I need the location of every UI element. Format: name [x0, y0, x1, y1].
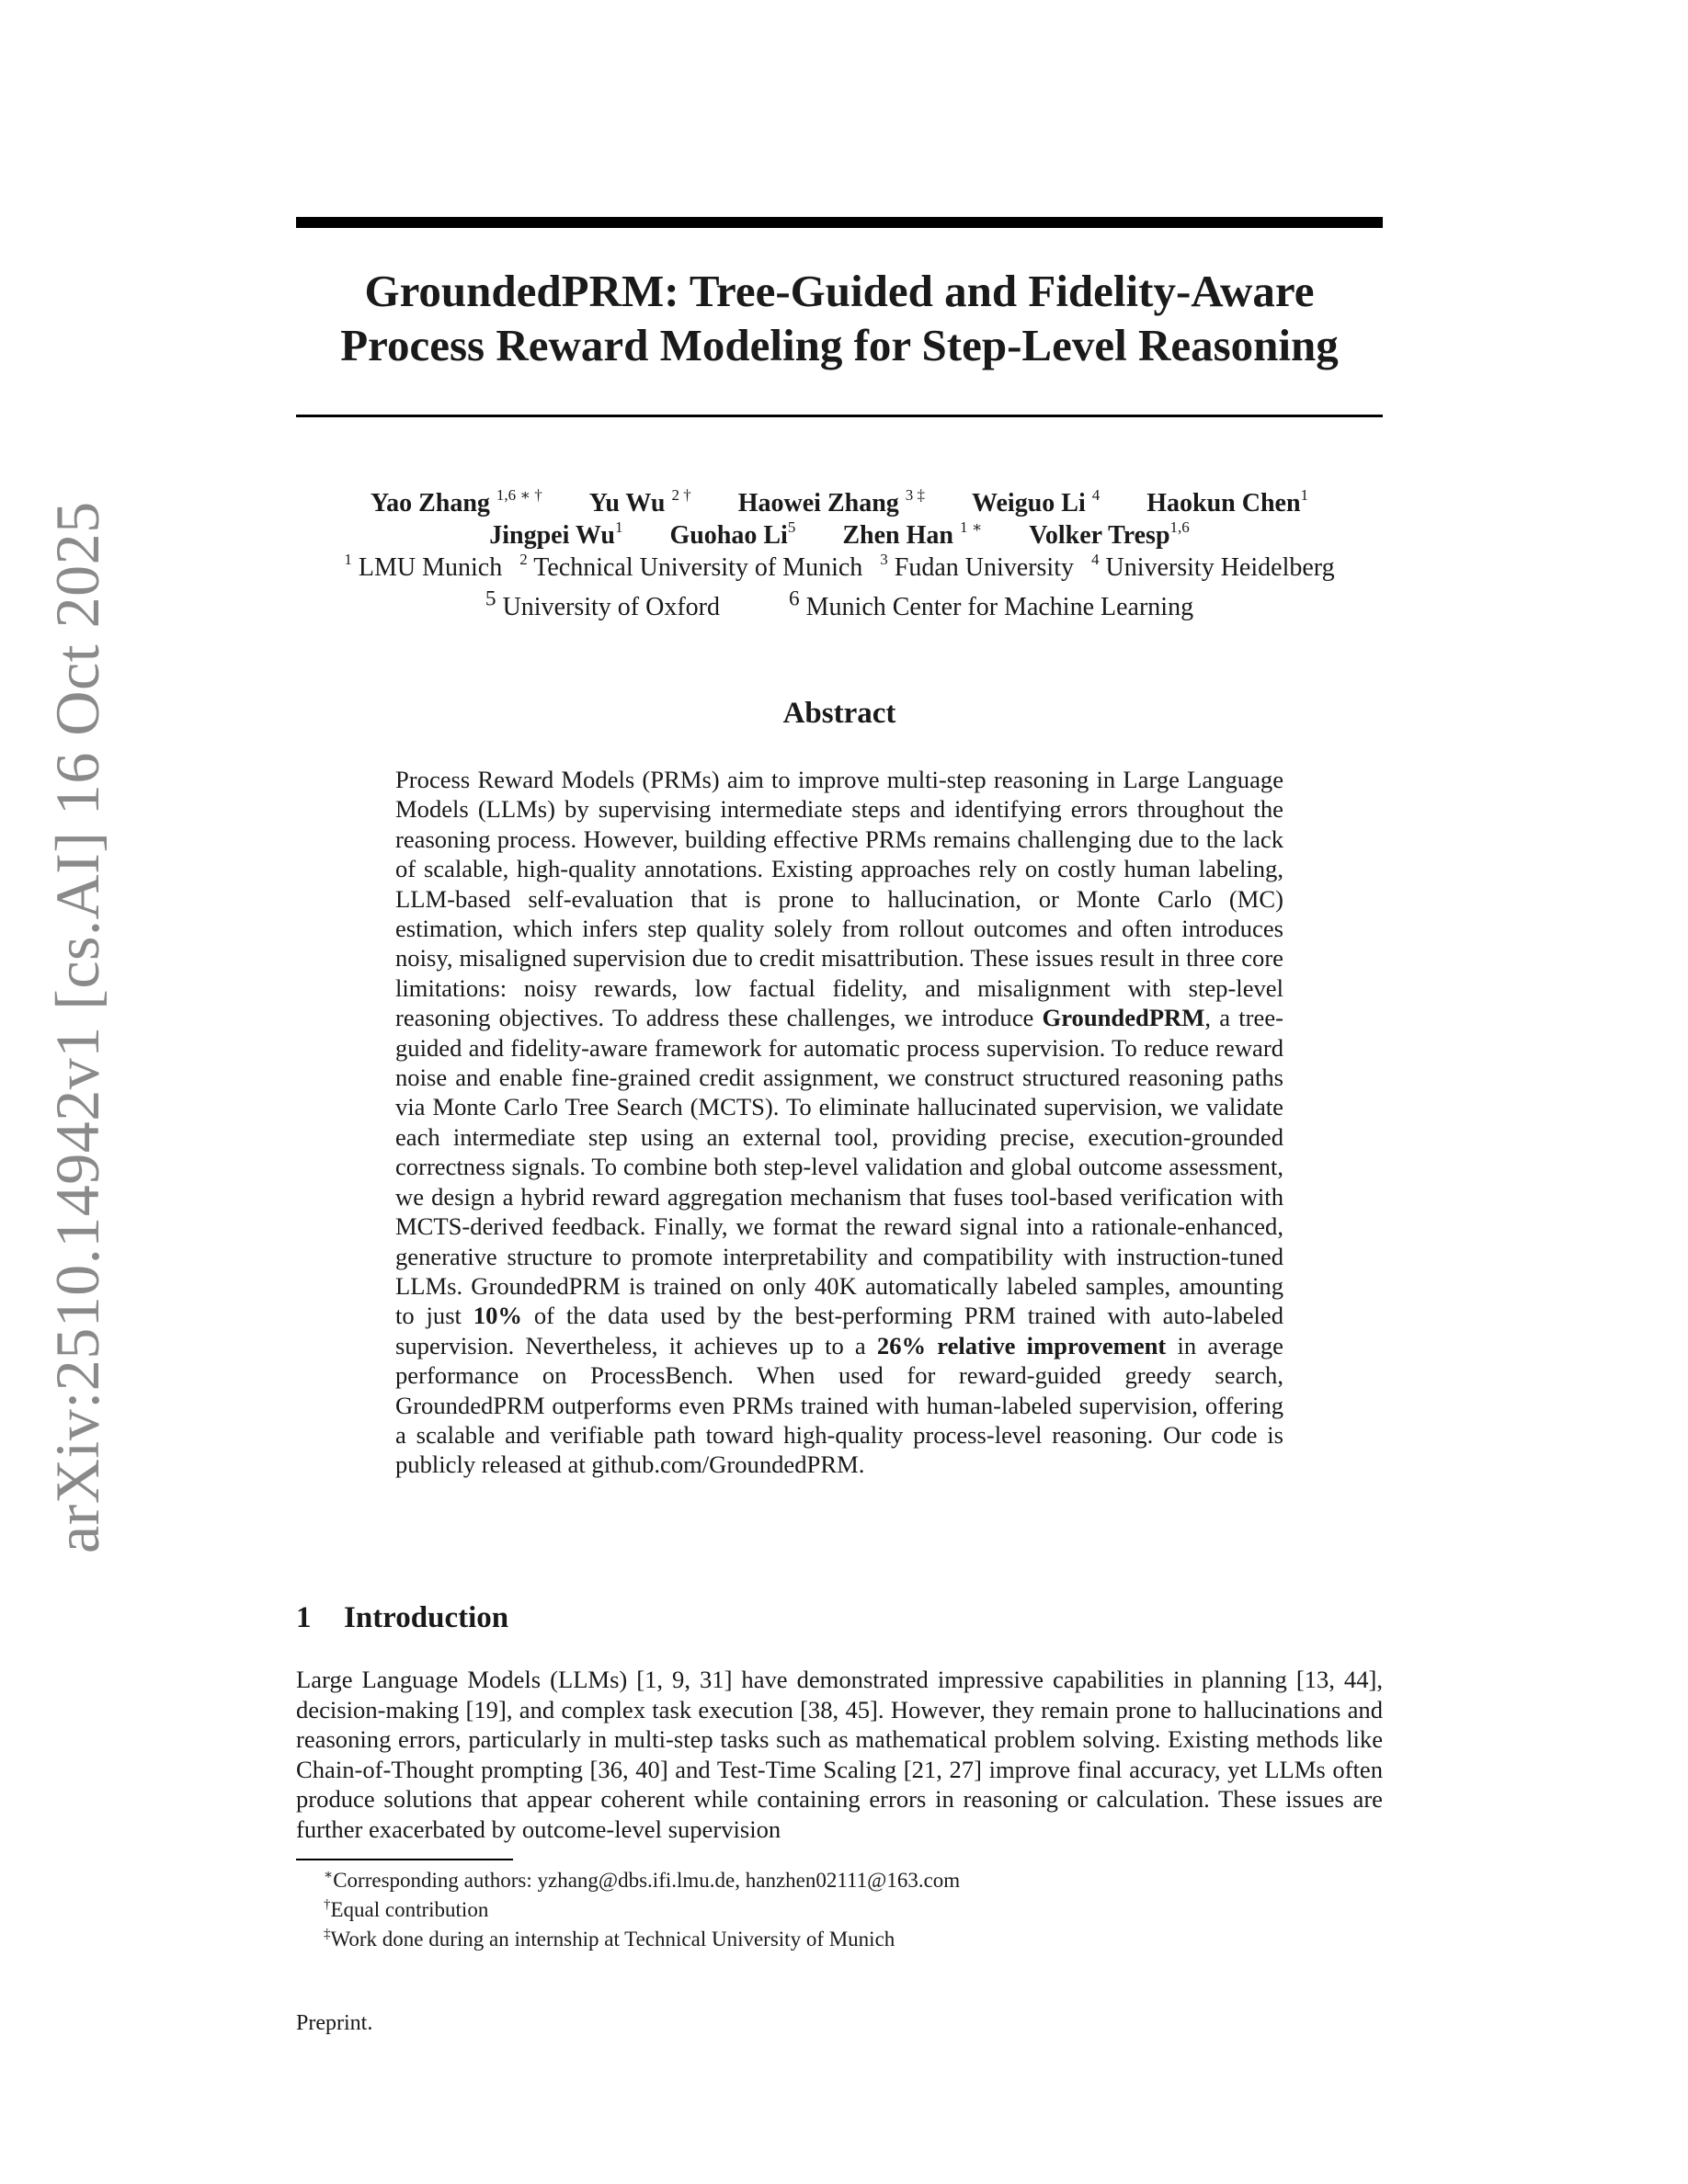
footnotes: [324, 1866, 1381, 1954]
section-heading-introduction: [296, 1599, 508, 1636]
author-yu-wu: Yu Wu $^{2 \dagger}$: [588, 486, 691, 518]
abstract-bold-improvement: 26% relative improvement: [876, 1331, 1167, 1359]
affiliation-line-2: [296, 584, 1383, 623]
author-line-2: [296, 519, 1383, 552]
preprint-label: Preprint.: [296, 2011, 373, 2035]
author-guohao-li: Guohao Li$^5$: [669, 518, 796, 550]
title-rule-top: [296, 217, 1383, 228]
section-title: Introduction: [344, 1601, 509, 1634]
title-line-1: GroundedPRM: Tree-Guided and Fidelity-Aware: [364, 266, 1315, 316]
affiliation-1: $^1$ LMU Munich: [344, 551, 503, 582]
abstract-bold-ten-percent: 10%: [473, 1302, 522, 1330]
title-rule-bottom: [296, 415, 1383, 417]
section-number: 1: [296, 1601, 312, 1634]
footnote-rule: [296, 1859, 513, 1860]
affiliation-4: $^4$ University Heidelberg: [1091, 551, 1335, 582]
paper-title: [296, 264, 1383, 372]
affiliation-line-1: [296, 552, 1383, 584]
author-zhen-han: Zhen Han $^{1 ∗}$: [842, 518, 983, 550]
footnote-internship: ‡Work done during an internship at Technical University of Munich: [324, 1927, 895, 1951]
introduction-paragraph: Large Language Models (LLMs) [1, 9, 31] have demonstrated impressive capabilities in planning [13, 44], decision-making [19], and complex task execution [38, 45]. However, they remain prone to hallucinations and reasoning errors, particularly in multi-step tasks such as mathematical problem solving. Existing methods like Chain-of-Thought prompting [36, 40] and Test-Time Scaling [21, 27] improve final accuracy, yet LLMs often produce solutions that appear coherent while containing errors in reasoning or calculation. These issues are further exacerbated by outcome-level supervision: [296, 1666, 1383, 1843]
author-yao-zhang: Yao Zhang $^{1,6 ∗ \dagger}$: [370, 486, 542, 518]
author-block: [296, 487, 1383, 623]
author-line-1: [296, 487, 1383, 519]
affiliation-5: $^5$ University of Oxford: [485, 587, 720, 622]
abstract-heading: Abstract: [782, 697, 896, 730]
affiliation-2: $^2$ Technical University of Munich: [519, 551, 863, 582]
title-line-2: Process Reward Modeling for Step-Level Reasoning: [340, 320, 1339, 370]
footnote-equal-contribution: †Equal contribution: [324, 1897, 489, 1921]
abstract-text: Process Reward Models (PRMs) aim to improve multi-step reasoning in Large Language Models (LLMs) by supervising intermediate steps and identifying errors throughout the reasoning process. However, building effective PRMs remains challenging due to the lack of scalable, high-quality annotations. Existing approaches rely on costly human labeling, LLM-based self-evaluation that is prone to hallucination, or Monte Carlo (MC) estimation, which infers step quality solely from rollout outcomes and often introduces noisy, misaligned supervision due to credit misattribution. These issues result in three core limitations: noisy rewards, low factual fidelity, and misalignment with step-level reasoning objectives. To address these challenges, we introduce GroundedPRM, a tree-guided and fidelity-aware framework for automatic process supervision. To reduce reward noise and enable fine-grained credit assignment, we construct structured reasoning paths via Monte Carlo Tree Search (MCTS). To eliminate hallucinated supervision, we validate each intermediate step using an external tool, providing precise, execution-grounded correctness signals. To combine both step-level validation and global outcome assessment, we design a hybrid reward aggregation mechanism that fuses tool-based verification with MCTS-derived feedback. Finally, we format the reward signal into a rationale-enhanced, generative structure to promote interpretability and compatibility with instruction-tuned LLMs. GroundedPRM is trained on only 40K automatically labeled samples, amounting to just 10% of the data used by the best-performing PRM trained with auto-labeled supervision. Nevertheless, it achieves up to a 26% relative improvement in average performance on ProcessBench. When used for reward-guided greedy search, GroundedPRM outperforms even PRMs trained with human-labeled supervision, offering a scalable and verifiable path toward high-quality process-level reasoning. Our code is publicly released at github.com/GroundedPRM.: [395, 766, 1284, 1479]
author-volker-tresp: Volker Tresp$^{1,6}$: [1029, 518, 1190, 550]
author-weiguo-li: Weiguo Li $^4$: [972, 486, 1101, 518]
footnote-corresponding: ∗Corresponding authors: yzhang@dbs.ifi.lmu.de, hanzhen02111@163.com: [324, 1868, 961, 1892]
affiliation-6: $^6$ Munich Center for Machine Learning: [788, 587, 1194, 622]
arxiv-watermark: arXiv:2510.14942v1 [cs.AI] 16 Oct 2025: [42, 501, 112, 1553]
affiliation-3: $^3$ Fudan University: [880, 551, 1074, 582]
author-haokun-chen: Haokun Chen$^1$: [1146, 486, 1309, 518]
abstract-bold-groundedprm: GroundedPRM: [1042, 1004, 1205, 1032]
author-haowei-zhang: Haowei Zhang $^{3 \ddagger}$: [737, 486, 926, 518]
author-jingpei-wu: Jingpei Wu$^1$: [489, 518, 623, 550]
